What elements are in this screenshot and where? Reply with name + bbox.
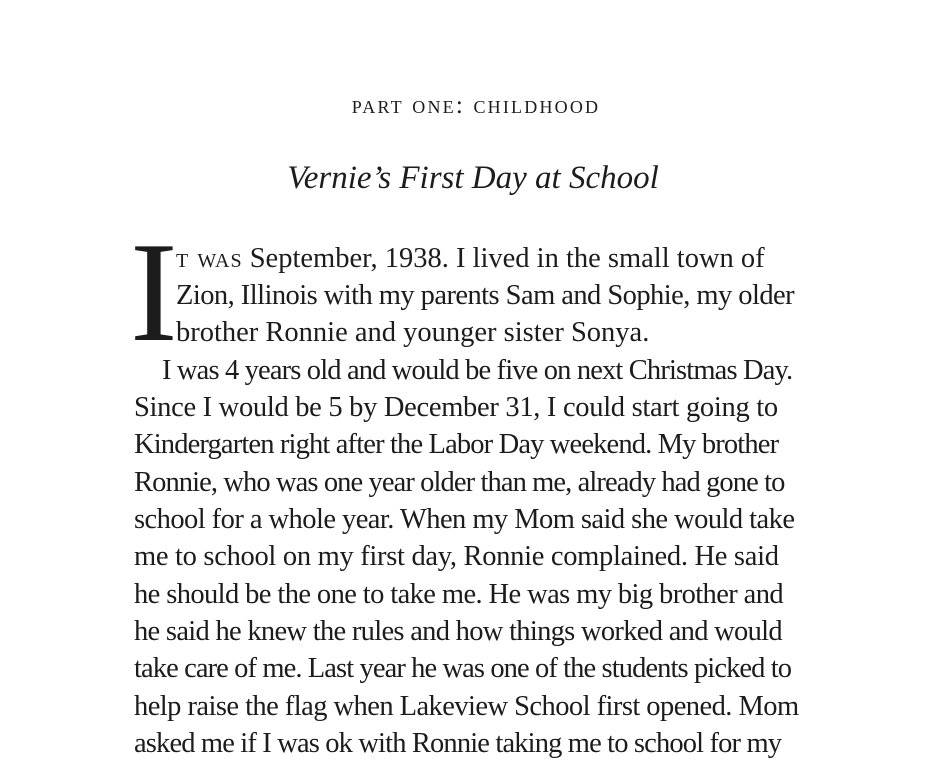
body-line-2: Zion, Illinois with my parents Sam and Sophie, my older (176, 280, 795, 311)
body-line-13: help raise the flag when Lakeview School first opened. Mom (134, 691, 799, 722)
body-line-9: me to school on my first day, Ronnie complained. He said (134, 541, 779, 572)
body-line-5: Since I would be 5 by December 31, I could start going to (134, 392, 778, 423)
body-line-1-text: September, 1938. I lived in the small town of (242, 243, 765, 274)
chapter-title: Vernie’s First Day at School (287, 160, 659, 196)
body-line-1 (176, 240, 765, 277)
body-line-3: brother Ronnie and younger sister Sonya. (176, 317, 650, 348)
body-line-7: Ronnie, who was one year older than me, already had gone to (134, 467, 785, 498)
body-line-10: he should be the one to take me. He was my big brother and (134, 579, 784, 610)
body-line-14: asked me if I was ok with Ronnie taking me to school for my (134, 728, 782, 759)
drop-cap: I (130, 213, 178, 371)
part-heading: part one: childhood (351, 92, 601, 119)
body-line-8: school for a whole year. When my Mom said she would take (134, 504, 795, 535)
lead-in-small-caps: t was (176, 243, 243, 274)
body-line-4: I was 4 years old and would be five on next Christmas Day. (162, 355, 793, 386)
body-line-11: he said he knew the rules and how things worked and would (134, 616, 782, 647)
body-line-6: Kindergarten right after the Labor Day weekend. My brother (134, 429, 779, 460)
body-line-12: take care of me. Last year he was one of the students picked to (134, 653, 792, 684)
